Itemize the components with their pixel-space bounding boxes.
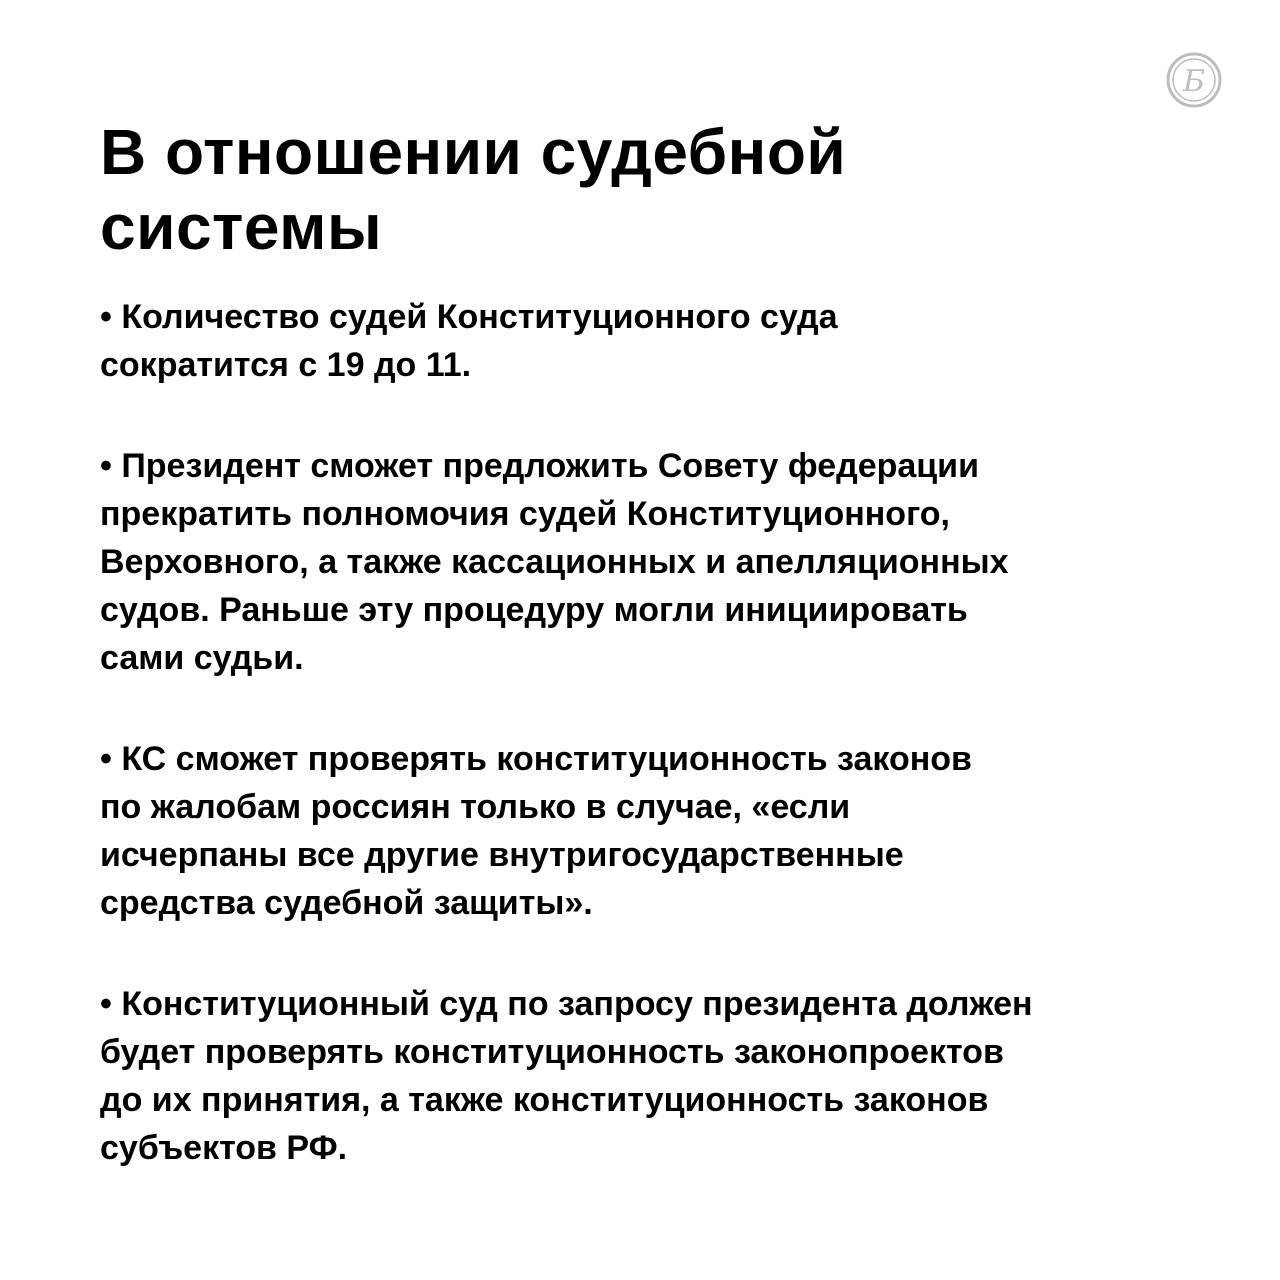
bullet-line: • Конституционный суд по запросу президента должен (100, 985, 1033, 1023)
bullet-line: средства судебной защиты». (100, 884, 593, 922)
bullet-line: судов. Раньше эту процедуру могли инициировать (100, 591, 968, 629)
page-title (100, 115, 1210, 265)
bullet-line: исчерпаны все другие внутригосударственные (100, 836, 904, 874)
slide-content (100, 115, 1210, 1225)
bullet-line: субъектов РФ. (100, 1129, 348, 1167)
bullet-line: Верховного, а также кассационных и апелляционных (100, 543, 1009, 581)
bullet-line: по жалобам россиян только в случае, «если (100, 788, 851, 826)
bullet-line: до их принятия, а также конституционность законов (100, 1081, 989, 1119)
bullet-list (100, 293, 1210, 1172)
bullet-line: • КС сможет проверять конституционность законов (100, 740, 972, 778)
bullet-line: сами судьи. (100, 639, 304, 677)
bullet-line: будет проверять конституционность законопроектов (100, 1033, 1004, 1071)
bullet-item (100, 293, 1210, 389)
bullet-line: сократится с 19 до 11. (100, 346, 472, 384)
publication-logo-icon (1164, 50, 1224, 110)
title-line: системы (100, 191, 383, 263)
bullet-line: • Президент сможет предложить Совету федерации (100, 447, 979, 485)
logo-glyph: Б (1182, 64, 1206, 99)
title-line: В отношении судебной (100, 116, 847, 188)
bullet-line: прекратить полномочия судей Конституционного, (100, 495, 950, 533)
bullet-item (100, 735, 1210, 927)
bullet-item (100, 980, 1210, 1172)
bullet-line: • Количество судей Конституционного суда (100, 298, 838, 336)
bullet-item (100, 442, 1210, 682)
